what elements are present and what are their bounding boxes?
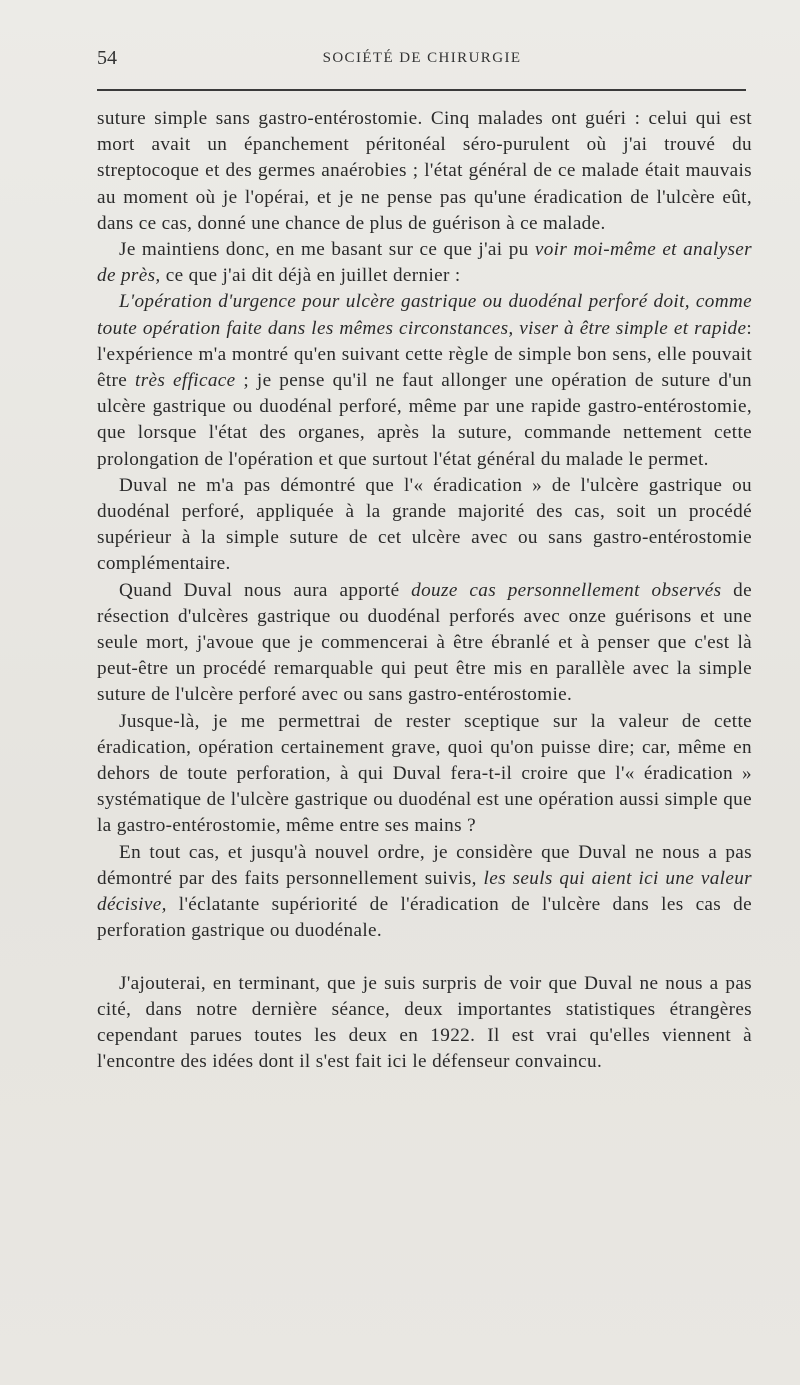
paragraph-5-italic: douze cas personnellement observés: [411, 579, 722, 601]
paragraph-7-italic: les seuls qui aient ici une valeur décisive,: [97, 867, 752, 916]
paragraph-8: J'ajouterai, en terminant, que je suis surpris de voir que Duval ne nous a pas cité, dans notre dernière séance, deux importantes statistiques étrangères cependant parues toutes les deux en 1922. Il est vrai qu'elles viennent à l'encontre des idées dont il s'est fait ici le défenseur convaincu.: [97, 972, 752, 1073]
paragraph-7-text-a: En tout cas, et jusqu'à nouvel ordre, je considère que Duval ne nous a pas démontré par des faits personnellement suivis,: [97, 841, 752, 889]
paragraph-1: suture simple sans gastro-entérostomie. Cinq malades ont guéri : celui qui est mort avait un épanchement péritonéal séro-purulent où j'ai trouvé du streptocoque et des germes anaérobies ; l'état général de ce malade était mauvais au moment où je l'opérai, et je ne pense pas qu'une éradication de l'ulcère eût, dans ce cas, donné une chance de plus de guérison à ce malade.: [97, 108, 752, 234]
paragraph-5-text-b: de résection d'ulcères gastrique ou duodénal perforés avec onze guérisons et une seule mort, j'avoue que je commencerai à être ébranlé et à penser que c'est là peut-être un procédé remarquable qui peut être mis en parallèle avec la simple suture de l'ulcère perforé avec ou sans gastro-entérostomie.: [97, 579, 752, 706]
paragraph-3-italic-b: très efficace: [135, 370, 236, 392]
paragraph-2-text-b: ce que j'ai dit déjà en juillet dernier :: [160, 265, 461, 287]
paragraph-5-text-a: Quand Duval nous aura apporté: [119, 579, 412, 601]
header-rule: [97, 89, 746, 91]
paragraph-3-text-a: : l'expérience m'a montré qu'en suivant cette règle de simple bon sens, elle pouvait être: [97, 317, 752, 392]
paragraph-3: [97, 289, 752, 472]
page-number: 54: [97, 47, 117, 69]
paragraph-2: [97, 237, 752, 289]
paragraph-7: [97, 840, 752, 945]
paragraph-4: Duval ne m'a pas démontré que l'« éradication » de l'ulcère gastrique ou duodénal perforé, appliquée à la grande majorité des cas, soit un procédé supérieur à la simple suture de cet ulcère avec ou sans gastro-entérostomie complémentaire.: [97, 474, 752, 575]
paragraph-3-italic-a: L'opération d'urgence pour ulcère gastrique ou duodénal perforé doit, comme toute opération faite dans les mêmes circonstances, viser à être simple et rapide: [97, 291, 752, 339]
paragraph-2-italic: voir moi-même et analyser de près,: [97, 239, 752, 287]
paragraph-5: [97, 578, 752, 709]
paragraph-2-text-a: Je maintiens donc, en me basant sur ce que j'ai pu: [119, 239, 535, 261]
running-head: SOCIÉTÉ DE CHIRURGIE: [322, 50, 522, 66]
paragraph-3-text-b: ; je pense qu'il ne faut allonger une opération de suture d'un ulcère gastrique ou duodénal perforé, même par une rapide gastro-entérostomie, que lorsque l'état des organes, après la suture, commande nettement cette prolongation de l'opération et que surtout l'état général du malade le permet.: [97, 370, 752, 470]
paragraph-6: Jusque-là, je me permettrai de rester sceptique sur la valeur de cette éradication, opération certainement grave, quoi qu'on puisse dire; car, même en dehors de toute perforation, à qui Duval fera-t-il croire que l'« éradication » systématique de l'ulcère gastrique ou duodénal est une opération aussi simple que la gastro-entérostomie, même entre ses mains ?: [97, 710, 752, 837]
page-header: [97, 44, 747, 74]
body-text: [97, 106, 752, 1075]
paragraph-7-text-b: l'éclatante supériorité de l'éradication de l'ulcère dans les cas de perforation gastrique ou duodénale.: [97, 894, 752, 942]
